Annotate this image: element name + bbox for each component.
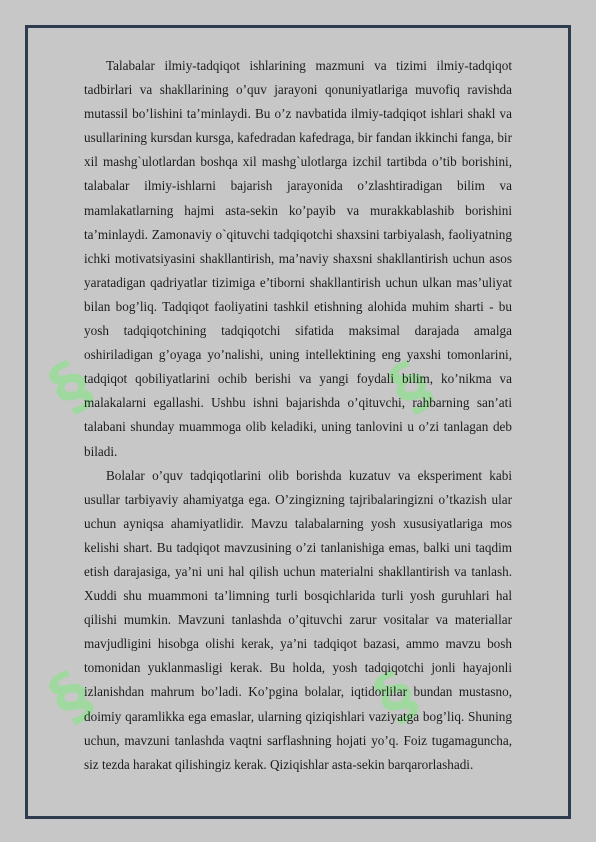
- paragraph-1: Talabalar ilmiy-tadqiqot ishlarining mazmuni va tizimi ilmiy-tadqiqot tadbirlari va shakllarining o’quv jarayoni qonuniyatlariga muvofiq ravishda mutassil bo’lishini ta’minlaydi. Bu o’z navbatida ilmiy-tadqiqot ishlari shakl va usullarining kursdan kursga, kafedradan kafedraga, bir fandan ikkinchi fanga, bir xil mashg`ulotlardan boshqa xil mashg`ulotlarga izchil tartibda o’tib borishini, talabalar ilmiy-ishlarni bajarish jarayonida o’zlashtiradigan bilim va mamlakatlarning hajmi asta-sekin ko’payib va murakkablashib borishini ta’minlaydi. Zamonaviy o`qituvchi tadqiqotchi shaxsini tarbiyalash, faoliyatning ichki motivatsiyasini shakllantirish, ma’naviy shaxsni shakllantirish uchun asos yaratadigan qadriyatlar tizimiga e’tiborni shakllantirish uchun ulkan mas’uliyat bilan bog’liq. Tadqiqot faoliyatini tashkil etishning alohida muhim sharti - bu yosh tadqiqotchining tadqiqotchi sifatida maksimal darajada amalga oshiriladigan g’oyaga yo’nalishi, uning intellektining eng yaxshi tomonlarini, tadqiqot qobiliyatlarini ochib berishi va yangi foydali bilim, ko’nikma va malakalarni egallashi. Ushbu ishni bajarishda o’qituvchi, rahbarning san’ati talabani shunday muammoga olib keladiki, uning tanlovini u o’zi tanlagan deb biladi.: [84, 58, 512, 459]
- watermark-logo: §: [361, 657, 431, 737]
- watermark-logo: §: [376, 347, 446, 427]
- paragraph-2: Bolalar o’quv tadqiqotlarini olib borishda kuzatuv va eksperiment kabi usullar tarbiyaviy ahamiyatga ega. O’zingizning tajribalaringizni o’tkazish ular uchun ayniqsa ahamiyatlidir. Mavzu talabalarning yosh xususiyatlariga mos kelishi shart. Bu tadqiqot mavzusining o’zi tanlanishiga emas, balki uni taqdim etish darajasiga, ya’ni uni hal qilish uchun materialni shakllantirish va tanlash. Xuddi shu muammoni ta’limning turli bosqichlarida turli yosh guruhlari hal qilishi mumkin. Mavzuni tanlashda o’qituvchi zarur vositalar va materiallar mavjudligini hisobga olishi kerak, ya’ni tadqiqot bazasi, ammo mavzu bosh tomonidan yuklanmasligi kerak. Bu holda, yosh tadqiqotchi jonli hayajonli izlanishdan mahrum bo’ladi. Ko’pgina bolalar, iqtidorlilar bundan mustasno, doimiy qaramlikka ega emaslar, ularning qiziqishlari vaziyatga bog’liq. Shuning uchun, mavzuni tanlashda vaqtni sarflashning hojati yo’q. Foiz tugamaguncha, siz tezda harakat qilishingiz kerak. Qiziqishlar asta-sekin barqarorlashadi.: [84, 467, 512, 772]
- watermark-logo: §: [36, 657, 106, 737]
- watermark-logo: §: [36, 347, 106, 427]
- body-text: [84, 54, 512, 777]
